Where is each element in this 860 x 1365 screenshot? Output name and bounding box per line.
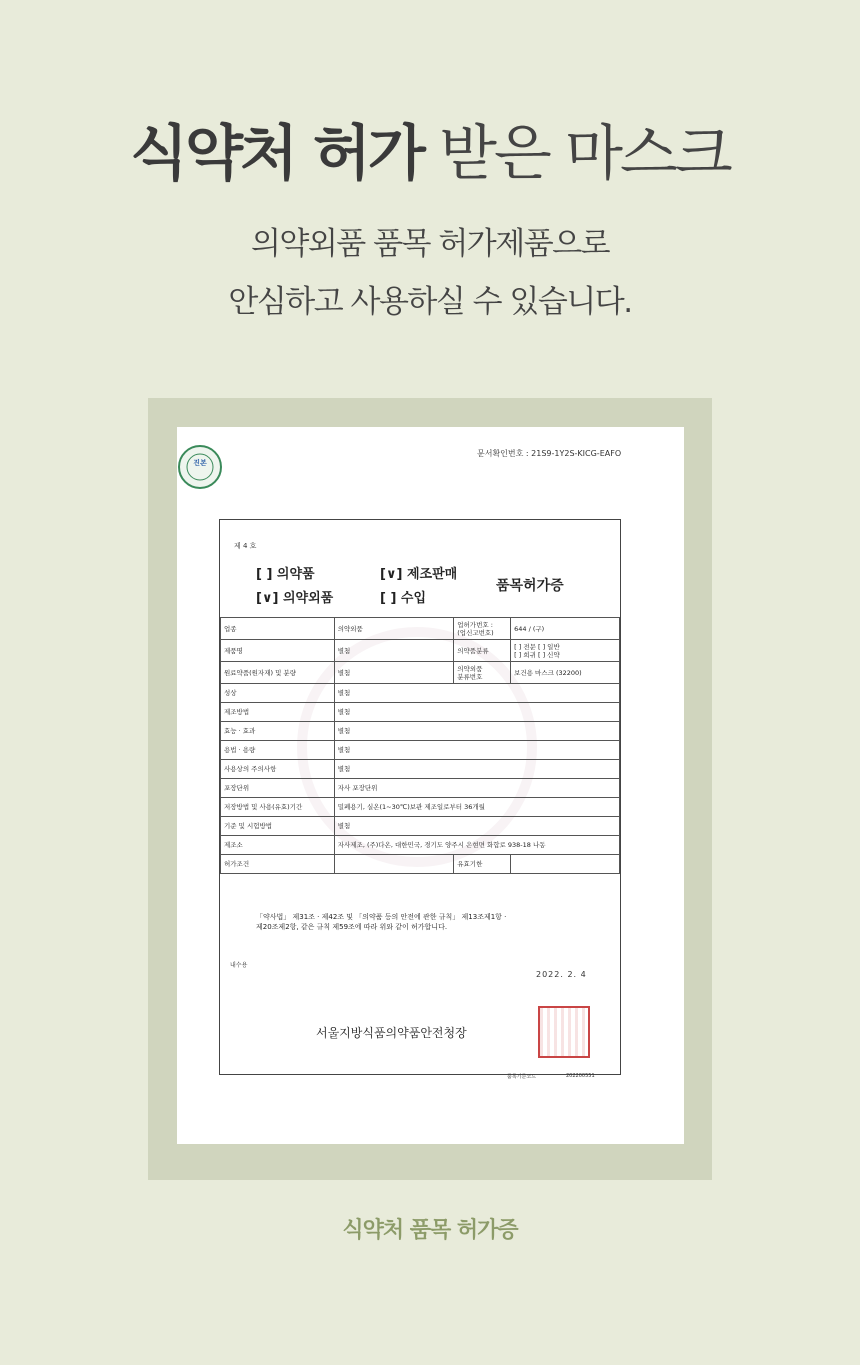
- table-cell: 성상: [221, 684, 335, 703]
- table-cell: 허가조건: [221, 855, 335, 874]
- table-cell: [511, 855, 620, 874]
- round-seal-text: 진본: [193, 459, 207, 467]
- table-row: [221, 684, 620, 703]
- table-cell: 용법 · 용량: [221, 741, 335, 760]
- headline-light: 받은 마스크: [422, 119, 730, 189]
- table-cell: 의약외품 분류번호: [454, 662, 511, 684]
- table-row: [221, 779, 620, 798]
- form-number: 제 4 호: [234, 542, 257, 550]
- table-cell: 효능 · 효과: [221, 722, 335, 741]
- table-row: [221, 618, 620, 640]
- code-label: 품목기준코드: [507, 1074, 536, 1080]
- doc-number: 문서확인번호 : 21S9-1Y2S-KICG-EAFO: [477, 449, 622, 458]
- table-cell: 보건용 마스크 (32200): [511, 662, 620, 684]
- table-row: [221, 836, 620, 855]
- table-cell: 의약외품: [334, 618, 454, 640]
- issuer-name: 서울지방식품의약품안전청장: [316, 1026, 467, 1040]
- table-cell: 포장단위: [221, 779, 335, 798]
- table-cell: 별첨: [334, 662, 454, 684]
- table-cell: 별첨: [334, 640, 454, 662]
- table-cell: [ ] 전문 [ ] 일반 [ ] 희귀 [ ] 신약: [511, 640, 620, 662]
- table-cell: 별첨: [334, 817, 619, 836]
- table-cell: 별첨: [334, 684, 619, 703]
- table-cell: 제조소: [221, 836, 335, 855]
- headline-bold: 식약처 허가: [130, 119, 423, 189]
- table-cell: 유효기한: [454, 855, 511, 874]
- certificate-form: [219, 519, 621, 1075]
- table-row: [221, 741, 620, 760]
- table-cell: 별첨: [334, 703, 619, 722]
- table-row: [221, 817, 620, 836]
- subtitle-line2: 안심하고 사용하실 수 있습니다.: [228, 284, 632, 320]
- table-cell: 별첨: [334, 760, 619, 779]
- checkbox-import: [ ] 수입: [380, 591, 427, 606]
- checkbox-medicine: [ ] 의약품: [256, 567, 315, 582]
- table-cell: 자사제조, (주)다온, 대한민국, 경기도 양주시 은현면 화합로 938-18 나동: [334, 836, 619, 855]
- table-cell: 기준 및 시험방법: [221, 817, 335, 836]
- table-cell: 별첨: [334, 722, 619, 741]
- table-row: [221, 760, 620, 779]
- certificate-paper: [177, 427, 684, 1144]
- table-cell: 제조방법: [221, 703, 335, 722]
- checkbox-manufacture: [∨] 제조판매: [380, 567, 458, 582]
- certificate-table: [220, 617, 620, 874]
- checkbox-quasi-drug: [∨] 의약외품: [256, 591, 334, 606]
- table-cell: 밀폐용기, 실온(1~30℃)보관 제조일로부터 36개월: [334, 798, 619, 817]
- table-cell: 자사 포장단위: [334, 779, 619, 798]
- table-row: [221, 640, 620, 662]
- caption: 식약처 품목 허가증: [342, 1218, 518, 1243]
- table-cell: 별첨: [334, 741, 619, 760]
- round-seal-icon: [177, 444, 223, 490]
- subtitle-line1: 의약외품 품목 허가제품으로: [250, 226, 610, 262]
- table-cell: 제품명: [221, 640, 335, 662]
- issue-date: 2022. 2. 4: [536, 970, 587, 979]
- table-cell: 업허가번호 : (업신고번호): [454, 618, 511, 640]
- table-cell: 업종: [221, 618, 335, 640]
- official-seal-icon: [538, 1006, 590, 1058]
- table-cell: 의약품분류: [454, 640, 511, 662]
- table-cell: 사용상의 주의사항: [221, 760, 335, 779]
- table-cell: 원료약품(원자재) 및 분량: [221, 662, 335, 684]
- headline: [0, 118, 860, 190]
- legal-text: 「약사법」 제31조 · 제42조 및 「의약품 등의 안전에 관한 규칙」 제13조제1항 · 제20조제2항, 같은 규칙 제59조에 따라 위와 같이 허가합니다.: [256, 913, 507, 931]
- table-row: [221, 703, 620, 722]
- table-cell: 644 / (구): [511, 618, 620, 640]
- table-cell: [334, 855, 454, 874]
- table-row: [221, 662, 620, 684]
- narration-label: 내수용: [230, 962, 248, 969]
- form-title: 품목허가증: [496, 578, 564, 594]
- table-row: [221, 798, 620, 817]
- table-row: [221, 855, 620, 874]
- table-row: [221, 722, 620, 741]
- code-value: 202200551: [566, 1073, 595, 1079]
- table-cell: 저장방법 및 사용(유효)기간: [221, 798, 335, 817]
